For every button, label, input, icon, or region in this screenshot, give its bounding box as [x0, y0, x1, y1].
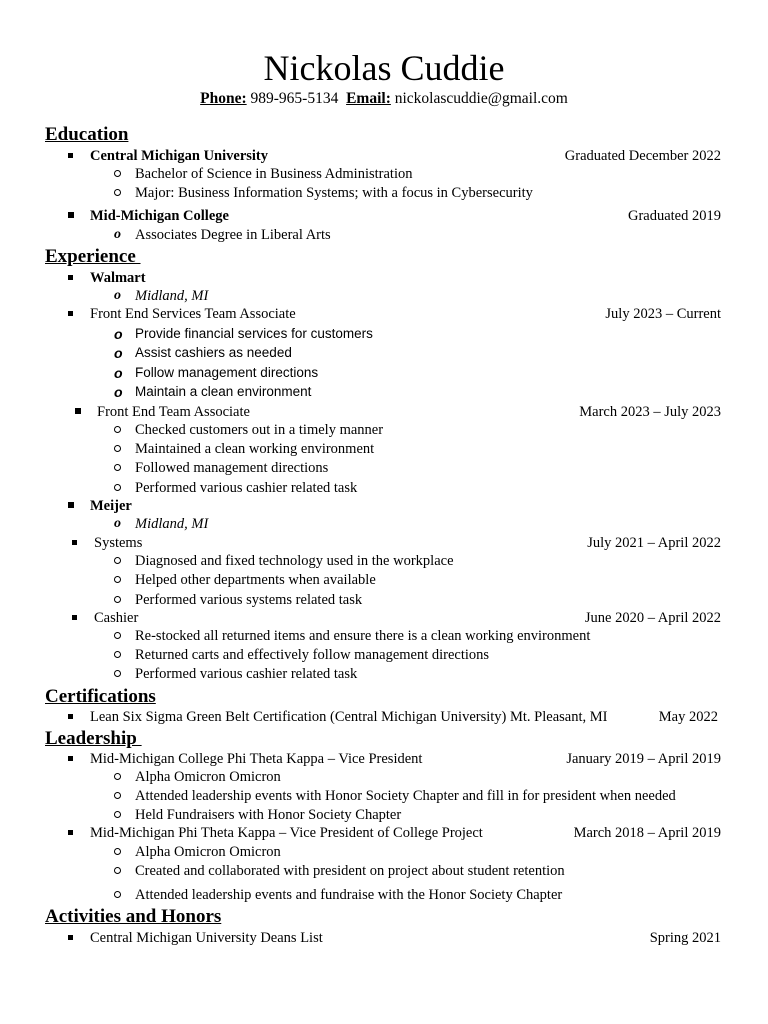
role-duty: Diagnosed and fixed technology used in the workplace — [135, 553, 454, 569]
leadership-title: Mid-Michigan Phi Theta Kappa – Vice President of College Project — [90, 825, 483, 841]
certification-date: May 2022 — [658, 709, 718, 725]
contact-line — [0, 89, 768, 109]
role-title: Systems — [94, 535, 143, 551]
leadership-detail: Attended leadership events and fundraise with the Honor Society Chapter — [135, 887, 563, 903]
section-heading-leadership: Leadership — [45, 728, 142, 749]
school-name: Mid-Michigan College — [90, 208, 229, 224]
school-date: Graduated 2019 — [627, 208, 721, 224]
section-heading-experience: Experience — [45, 246, 141, 267]
email-label: Email: — [346, 90, 391, 107]
leadership-detail: Held Fundraisers with Honor Society Chapter — [135, 807, 402, 823]
role-duty: Performed various cashier related task — [135, 666, 358, 682]
role-duty: Helped other departments when available — [135, 572, 376, 588]
resume-name: Nickolas Cuddie — [263, 48, 505, 88]
employer-name: Meijer — [90, 498, 132, 514]
role-duty: Performed various cashier related task — [135, 480, 358, 496]
role-duty: Checked customers out in a timely manner — [135, 422, 384, 438]
phone-number: 989-965-5134 — [250, 90, 339, 107]
leadership-date: January 2019 – April 2019 — [566, 751, 721, 767]
role-date: March 2023 – July 2023 — [579, 404, 721, 420]
leadership-detail: Alpha Omicron Omicron — [135, 769, 281, 785]
leadership-detail: Alpha Omicron Omicron — [135, 844, 281, 860]
education-detail: Bachelor of Science in Business Administration — [135, 166, 413, 182]
role-date: July 2021 – April 2022 — [587, 535, 721, 551]
role-duty: Performed various systems related task — [135, 592, 363, 608]
role-title: Front End Services Team Associate — [90, 306, 296, 322]
activity-date: Spring 2021 — [649, 930, 721, 946]
employer-name: Walmart — [90, 270, 146, 286]
role-duty: o Assist cashiers as needed — [135, 344, 292, 362]
role-title: Cashier — [94, 610, 139, 626]
education-detail: Major: Business Information Systems; with a focus in Cybersecurity — [135, 185, 533, 201]
section-heading-activities: Activities and Honors — [45, 906, 222, 927]
leadership-date: March 2018 – April 2019 — [573, 825, 721, 841]
role-date: June 2020 – April 2022 — [584, 610, 721, 626]
role-title: Front End Team Associate — [97, 404, 250, 420]
role-duty: Maintained a clean working environment — [135, 441, 375, 457]
education-detail: o Associates Degree in Liberal Arts — [135, 226, 331, 244]
role-duty: Re-stocked all returned items and ensure there is a clean working environment — [135, 628, 591, 644]
employer-location: o Midland, MI — [135, 515, 208, 533]
leadership-detail: Attended leadership events with Honor Society Chapter and fill in for president when needed — [135, 788, 676, 804]
certification-item: Lean Six Sigma Green Belt Certification (Central Michigan University) Mt. Pleasant, MI — [90, 709, 608, 725]
employer-location: o Midland, MI — [135, 287, 208, 305]
school-name: Central Michigan University — [90, 148, 269, 164]
role-date: July 2023 – Current — [605, 306, 721, 322]
activity-item: Central Michigan University Deans List — [90, 930, 323, 946]
role-duty: o Provide financial services for customers — [135, 325, 373, 343]
leadership-detail: Created and collaborated with president on project about student retention — [135, 863, 565, 879]
section-heading-certifications: Certifications — [45, 686, 156, 707]
role-duty: o Follow management directions — [135, 364, 318, 382]
section-heading-education: Education — [45, 124, 129, 145]
phone-label: Phone: — [200, 90, 247, 107]
role-duty: o Maintain a clean environment — [135, 383, 311, 401]
role-duty: Followed management directions — [135, 460, 329, 476]
role-duty: Returned carts and effectively follow management directions — [135, 647, 490, 663]
school-date: Graduated December 2022 — [564, 148, 721, 164]
email-address: nickolascuddie@gmail.com — [394, 90, 568, 107]
leadership-title: Mid-Michigan College Phi Theta Kappa – Vice President — [90, 751, 423, 767]
